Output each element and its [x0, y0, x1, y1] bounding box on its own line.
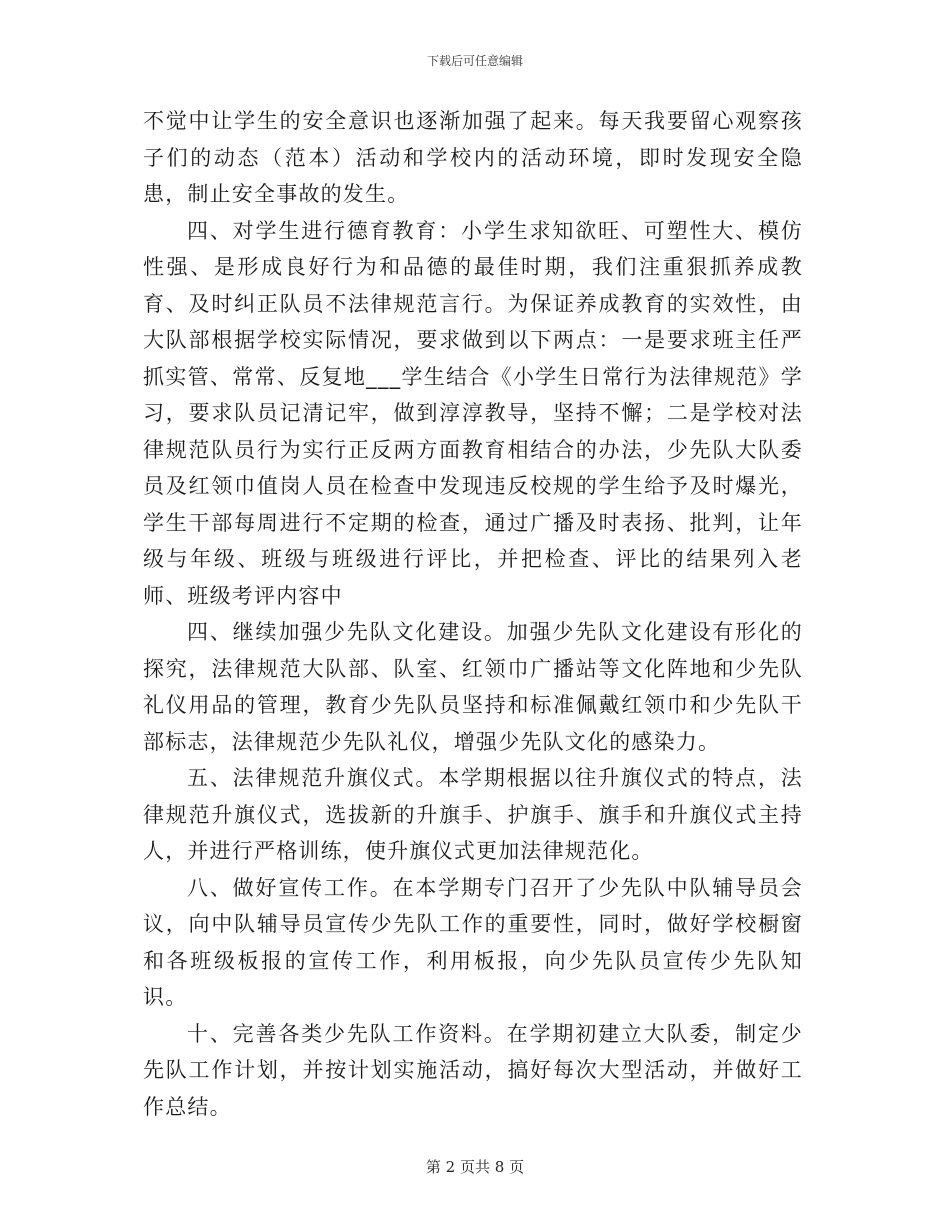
document-body: [143, 103, 803, 1125]
page-header: 下载后可任意编辑: [426, 54, 523, 68]
paragraph-work-materials: 十、完善各类少先队工作资料。在学期初建立大队委，制定少先队工作计划，并按计划实施活动，搞好每次大型活动，并做好工作总结。: [143, 1021, 803, 1119]
paragraph-culture-building: 四、继续加强少先队文化建设。加强少先队文化建设有形化的探究，法律规范大队部、队室、红领巾广播站等文化阵地和少先队礼仪用品的管理，教育少先队员坚持和标准佩戴红领巾和少先队干部标志，法律规范少先队礼仪，增强少先队文化的感染力。: [143, 620, 803, 754]
page-number-footer: 第 2 页共 8 页: [425, 1158, 525, 1176]
paragraph-flag-ceremony: 五、法律规范升旗仪式。本学期根据以往升旗仪式的特点，法律规范升旗仪式，选拔新的升旗手、护旗手、旗手和升旗仪式主持人，并进行严格训练，使升旗仪式更加法律规范化。: [143, 766, 803, 863]
paragraph-safety-continued: 不觉中让学生的安全意识也逐渐加强了起来。每天我要留心观察孩子们的动态（范本）活动和学校内的活动环境，即时发现安全隐患，制止安全事故的发生。: [143, 109, 803, 206]
paragraph-moral-education: 四、对学生进行德育教育：小学生求知欲旺、可塑性大、模仿性强、是形成良好行为和品德的最佳时期，我们注重狠抓养成教育、及时纠正队员不法律规范言行。为保证养成教育的实效性，由大队部根据学校实际情况，要求做到以下两点：一是要求班主任严抓实管、常常、反复地___学生结合《小学生日常行为法律规范》学习，要求队员记清记牢，做到淳淳教导，坚持不懈；二是学校对法律规范队员行为实行正反两方面教育相结合的办法，少先队大队委员及红领巾值岗人员在检查中发现违反校规的学生给予及时爆光，学生干部每周进行不定期的检查，通过广播及时表扬、批判，让年级与年级、班级与班级进行评比，并把检查、评比的结果列入老师、班级考评内容中: [143, 218, 803, 608]
paragraph-publicity-work: 八、做好宣传工作。在本学期专门召开了少先队中队辅导员会议，向中队辅导员宣传少先队工作的重要性，同时，做好学校橱窗和各班级板报的宣传工作，利用板报，向少先队员宣传少先队知识。: [143, 875, 803, 1009]
